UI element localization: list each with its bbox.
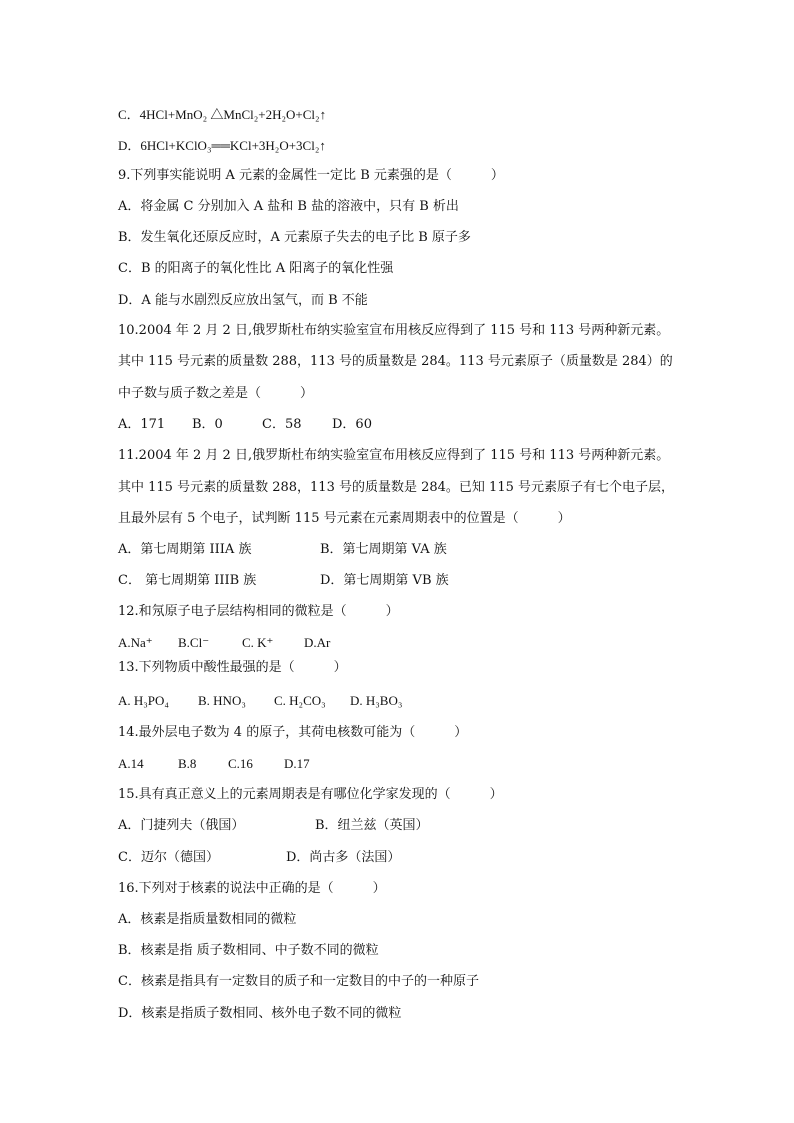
- question-11-option-d: D．第七周期第 VB 族: [320, 573, 449, 588]
- question-13-option-d: D. H₃BO₃: [350, 693, 403, 708]
- question-13: 13.下列物质中酸性最强的是（ ）: [118, 660, 347, 675]
- option-d-equation: D．6HCl+KClO₃══KCl+3H₂O+3Cl₂↑: [118, 138, 326, 153]
- question-11-option-c: C． 第七周期第 IIIB 族: [118, 573, 257, 588]
- question-16: 16.下列对于核素的说法中正确的是（ ）: [118, 881, 386, 896]
- question-10-option-d: D．60: [332, 417, 372, 432]
- question-9-option-b: B．发生氧化还原反应时，A 元素原子失去的电子比 B 原子多: [118, 230, 471, 245]
- question-14: 14.最外层电子数为 4 的原子，其荷电核数可能为（ ）: [118, 725, 468, 740]
- question-9-option-c: C．B 的阳离子的氧化性比 A 阳离子的氧化性强: [118, 261, 394, 276]
- question-12-option-d: D.Ar: [304, 635, 331, 650]
- question-9-option-a: A．将金属 C 分别加入 A 盐和 B 盐的溶液中，只有 B 析出: [118, 199, 459, 214]
- question-15: 15.具有真正意义上的元素周期表是有哪位化学家发现的（ ）: [118, 787, 503, 802]
- question-15-option-a: A．门捷列夫（俄国）: [118, 818, 245, 833]
- question-11-line-3: 且最外层有 5 个电子，试判断 115 号元素在元素周期表中的位置是（ ）: [118, 511, 571, 526]
- question-15-option-b: B．纽兰兹（英国）: [315, 818, 429, 833]
- question-10-option-a: A．171: [118, 417, 166, 432]
- question-9-option-d: D．A 能与水剧烈反应放出氢气，而 B 不能: [118, 293, 368, 308]
- question-10-line-1: 10.2004 年 2 月 2 日,俄罗斯杜布纳实验室宣布用核反应得到了 115 号和 113 号两种新元素。: [118, 323, 670, 338]
- question-15-option-d: D．尚古多（法国）: [286, 850, 401, 865]
- question-10-option-b: B．0: [192, 417, 223, 432]
- question-13-option-c: C. H₂CO₃: [274, 693, 326, 708]
- question-12-option-b: B.Cl⁻: [178, 635, 210, 650]
- question-11-line-1: 11.2004 年 2 月 2 日,俄罗斯杜布纳实验室宣布用核反应得到了 115 号和 113 号两种新元素。: [118, 448, 670, 463]
- question-13-option-b: B. HNO₃: [198, 693, 246, 708]
- question-10-option-c: C．58: [262, 417, 302, 432]
- question-9: 9.下列事实能说明 A 元素的金属性一定比 B 元素强的是（ ）: [118, 168, 504, 183]
- question-10-line-2: 其中 115 号元素的质量数 288，113 号的质量数是 284。113 号元素原子（质量数是 284）的: [118, 354, 673, 369]
- question-11-option-a: A．第七周期第 IIIA 族: [118, 542, 252, 557]
- question-16-option-d: D．核素是指质子数相同、核外电子数不同的微粒: [118, 1006, 402, 1021]
- question-11-line-2: 其中 115 号元素的质量数 288，113 号的质量数是 284。已知 115 号元素原子有七个电子层，: [118, 480, 674, 495]
- question-12: 12.和氖原子电子层结构相同的微粒是（ ）: [118, 604, 399, 619]
- option-c-equation: C．4HCl+MnO₂ △MnCl₂+2H₂O+Cl₂↑: [118, 107, 327, 122]
- question-11-option-b: B．第七周期第 VA 族: [320, 542, 447, 557]
- question-16-option-c: C．核素是指具有一定数目的质子和一定数目的中子的一种原子: [118, 974, 479, 989]
- question-15-option-c: C．迈尔（德国）: [118, 850, 219, 865]
- question-12-option-a: A.Na⁺: [118, 635, 153, 650]
- question-16-option-a: A．核素是指质量数相同的微粒: [118, 912, 297, 927]
- question-13-option-a: A. H₃PO₄: [118, 693, 169, 708]
- question-12-option-c: C. K⁺: [242, 635, 274, 650]
- question-10-line-3: 中子数与质子数之差是（ ）: [118, 386, 314, 401]
- question-16-option-b: B．核素是指 质子数相同、中子数不同的微粒: [118, 943, 379, 958]
- question-14-option-a: A.14: [118, 756, 144, 771]
- question-14-option-b: B.8: [178, 756, 197, 771]
- question-14-option-d: D.17: [284, 756, 310, 771]
- question-14-option-c: C.16: [228, 756, 253, 771]
